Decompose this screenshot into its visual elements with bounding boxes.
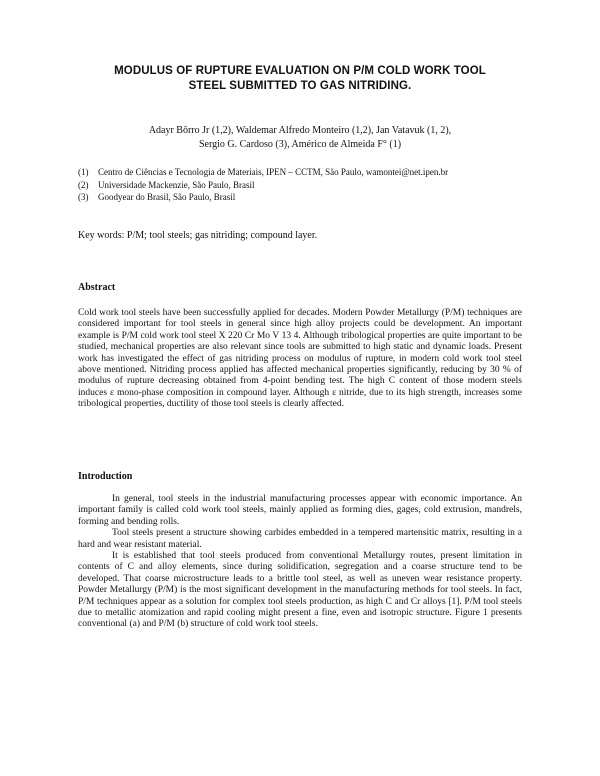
affiliation-text: Universidade Mackenzie, São Paulo, Brasil	[98, 179, 255, 190]
authors-line-1: Adayr Bôrro Jr (1,2), Waldemar Alfredo Monteiro (1,2), Jan Vatavuk (1, 2),	[148, 125, 452, 136]
affiliation-number: (1)	[78, 167, 89, 177]
abstract-text: Cold work tool steels have been successfully applied for decades. Modern Powder Metallurgy (P/M) techniques are considered important for tool steels in general since high alloy projects could be development. An important example is P/M cold work tool steel X 220 Cr Mo V 13 4. Although tribological properties are quite important to be studied, mechanical properties are also relevant since tools are submitted to high static and dynamic loads. Present work has investigated the effect of gas nitriding process on modulus of rupture, in modern cold work tool steel above mentioned. Nitriding process applied has affected mechanical properties significantly, reducing by 30 % of modulus of rupture decreasing obtained from 4-point bending test. The high C content of those modern steels induces ε mono-phase composition in compound layer. Although ε nitride, due to its high strength, increases some tribological properties, ductility of those tool steels is clearly affected.	[78, 308, 522, 410]
affiliations	[78, 166, 538, 204]
introduction-body	[78, 494, 522, 631]
affiliation-text: Centro de Ciências e Tecnologia de Materiais, IPEN – CCTM, São Paulo, wamontei@net.ipen.br	[98, 167, 449, 177]
abstract-heading: Abstract	[78, 282, 116, 293]
title-line-1: MODULUS OF RUPTURE EVALUATION ON P/M COLD WORK TOOL	[114, 65, 486, 77]
keywords: Key words: P/M; tool steels; gas nitriding; compound layer.	[78, 230, 318, 241]
affiliation-number: (3)	[78, 192, 89, 202]
paper-title	[60, 64, 540, 94]
affiliation-item	[78, 166, 538, 179]
affiliation-item	[78, 191, 538, 204]
intro-paragraph: It is established that tool steels produced from conventional Metallurgy routes, present limitation in contents of C and alloy elements, since during solidification, segregation and a coarse structure tend to be developed. That coarse microstructure leads to a brittle tool steel, as well as uneven wear resistance property. Powder Metallurgy (P/M) is the most significant development in the manufacturing methods for tool steels. In fact, P/M techniques appear as a solution for complex tool steels production, as high C and Cr alloys [1]. P/M tool steels due to metallic atomization and rapid cooling might present a fine, even and isotropic structure. Figure 1 presents conventional (a) and P/M (b) structure of cold work tool steels.	[78, 551, 522, 630]
affiliation-text: Goodyear do Brasil, São Paulo, Brasil	[98, 192, 236, 202]
affiliation-item	[78, 179, 538, 192]
introduction-heading: Introduction	[78, 471, 133, 482]
author-list	[90, 124, 510, 152]
title-line-2: STEEL SUBMITTED TO GAS NITRIDING.	[188, 80, 412, 92]
authors-line-2: Sergio G. Cardoso (3), Américo de Almeida F° (1)	[198, 139, 402, 150]
intro-paragraph: Tool steels present a structure showing carbides embedded in a tempered martensitic matrix, resulting in a hard and wear resistant material.	[78, 528, 522, 550]
intro-paragraph: In general, tool steels in the industrial manufacturing processes appear with economic importance. An important family is called cold work tool steels, mainly applied as forming dies, gages, cold extrusion, mandrels, forming and bending rolls.	[78, 494, 522, 527]
affiliation-number: (2)	[78, 179, 89, 190]
